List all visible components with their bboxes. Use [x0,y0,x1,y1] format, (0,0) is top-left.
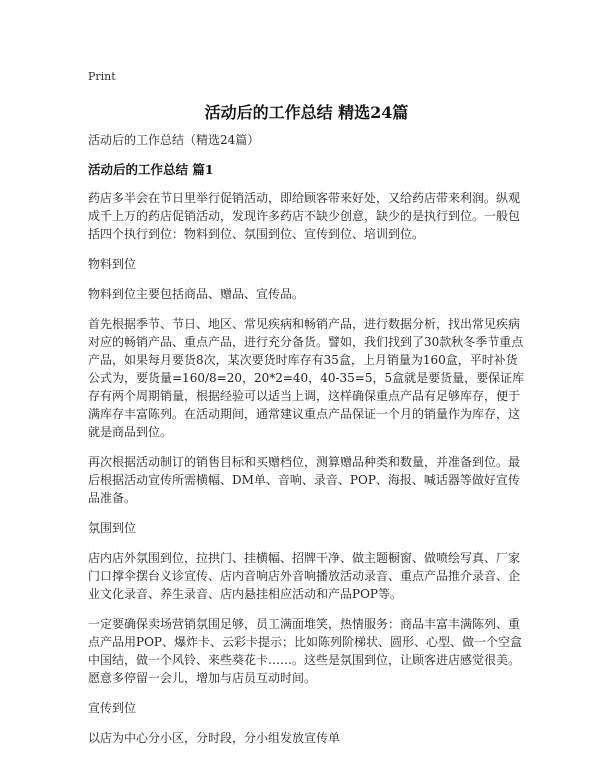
paragraph-gifts: 再次根据活动制订的销售目标和买赠档位，测算赠品种类和数量，并准备到位。最后根据活动宣传所需横幅、DM单、音响、录音、POP、海报、喊话器等做好宣传品准备。 [88,455,521,505]
document-body [88,131,525,759]
paragraph-stocking: 首先根据季节、节日、地区、常见疾病和畅销产品，进行数据分析，找出常见疾病对应的畅销产品、重点产品，进行充分备货。譬如，我们找到了30款秋冬季节重点产品，如果每月要货8次，某次要货时库存有35盒，上月销量为160盒，平时补货公式为，要货量=160/8=20，20*2=40，40-35=5，5盒就是要货量，要保证库存有两个周期销量，根据经验可以适当上调，这样确保重点产品有足够库存，便于满库存丰富陈列。在活动期间，通常建议重点产品保证一个月的销量作为库存，这就是商品到位。 [88,317,525,439]
heading-atmosphere: 氛围到位 [88,521,137,535]
document-subtitle: 活动后的工作总结（精选24篇） [88,133,260,147]
paragraph-materials-summary: 物料到位主要包括商品、赠品、宣传品。 [88,287,305,301]
paragraph-atmosphere-store: 店内店外氛围到位，拉拱门、挂横幅、招牌干净、做主题橱窗、做喷绘写真、厂家门口撑伞摆台义诊宣传、店内音响店外音响播放活动录音、重点产品推介录音、企业文化录音、养生录音、店内悬挂相应活动和产品POP等。 [88,551,521,601]
paragraph-intro: 药店多半会在节日里举行促销活动，即给顾客带来好处，又给药店带来利润。纵观成千上万的药店促销活动，发现许多药店不缺少创意，缺少的是执行到位。一般包括四个执行到位：物料到位、氛围到位、宣传到位、培训到位。 [88,191,521,241]
paragraph-promotion: 以店为中心分小区，分时段，分小组发放宣传单 [88,731,341,745]
heading-materials: 物料到位 [88,257,137,271]
paragraph-atmosphere-service: 一定要确保卖场营销氛围足够，员工满面堆笑，热情服务：商品丰富丰满陈列、重点产品用POP、爆炸卡、云彩卡提示；比如陈列阶梯状、圆形、心型、做一个空盒中国结，做一个风铃、来些葵花卡……。这些是氛围到位，让顾客进店感觉很美。愿意多停留一会儿，增加与店员互动时间。 [88,617,522,685]
document-title: 活动后的工作总结 精选24篇 [204,103,409,122]
section-title: 活动后的工作总结 篇1 [88,162,214,177]
print-link[interactable]: Print [88,70,116,83]
heading-promotion: 宣传到位 [88,701,137,715]
